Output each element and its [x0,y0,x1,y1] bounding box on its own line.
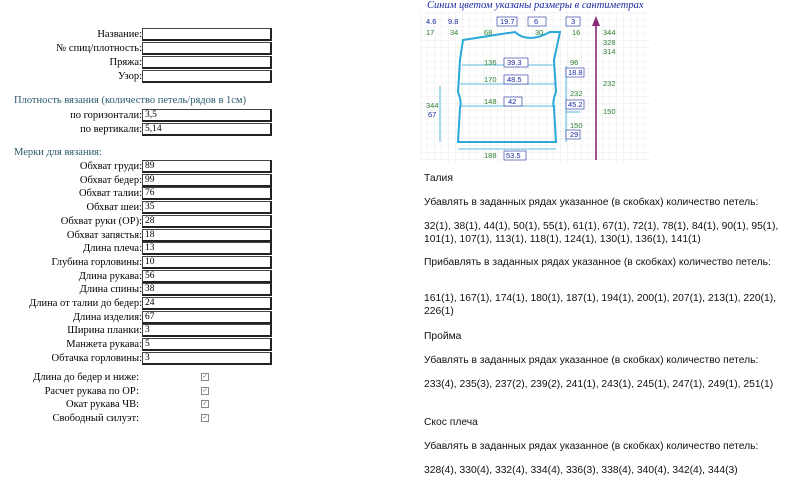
option-row [0,412,240,425]
instruction-text: 161(1), 167(1), 174(1), 180(1), 187(1), 194(1), 200(1), 207(1), 213(1), 220(1), 226(1) [424,293,776,317]
measure-label: Обхват бедер: [79,174,142,186]
lbl-top-46: 4.6 [426,17,437,26]
measure-label: Обхват запястья: [66,229,142,241]
name-input[interactable] [142,28,272,41]
measure-row [0,311,400,324]
lbl-r232: 232 [603,79,616,88]
lbl-l344: 344 [426,101,439,110]
measure-input[interactable]: 3 [142,352,272,365]
option-checkbox[interactable]: ✓ [202,373,208,380]
diagram-title: Синим цветом указаны размеры в сантиметрах [427,0,644,11]
lbl-top-197: 19.7 [500,17,515,26]
option-label: Окат рукава ЧВ: [66,399,139,411]
measure-label: Длина спины: [79,284,142,296]
measure-input[interactable]: 10 [142,256,272,269]
measure-label: Обтачка горловины: [51,352,142,364]
measure-row [0,352,400,365]
lbl-g34: 34 [450,28,459,37]
measure-input[interactable]: 28 [142,215,272,228]
lbl-b535: 53.5 [506,151,521,160]
option-row [0,385,240,398]
option-label: Свободный силуэт: [52,413,139,425]
density-h-label: по горизонтали: [70,110,142,121]
measure-input[interactable]: 13 [142,242,272,255]
measures-title: Мерки для вязания: [14,147,102,158]
measure-row [0,187,400,200]
lbl-g68: 68 [484,28,493,37]
lbl-top-98: 9.8 [448,17,459,26]
lbl-b485: 48.5 [507,75,522,84]
lbl-g16: 16 [572,28,581,37]
measure-row [0,256,400,269]
lbl-r314: 314 [603,47,616,56]
measure-label: Длина плеча: [82,243,142,255]
needles-row [0,42,400,55]
pattern-row [0,70,400,83]
measure-label: Глубина горловины: [51,256,142,268]
section-heading: Пройма [424,331,462,342]
lbl-g170: 170 [484,75,497,84]
lbl-g96: 96 [570,58,579,67]
lbl-g30: 30 [535,28,544,37]
density-v-row [0,123,400,136]
measure-row [0,174,400,187]
measure-row [0,338,400,351]
lbl-g136: 136 [484,58,497,67]
section-heading: Скос плеча [424,417,478,428]
measure-input[interactable]: 67 [142,311,272,324]
option-row [0,371,240,384]
option-checkbox[interactable]: ✓ [202,386,208,394]
measure-input[interactable]: 76 [142,187,272,200]
needles-input[interactable] [142,42,272,55]
yarn-label: Пряжа: [109,57,142,68]
lbl-r150: 150 [603,107,616,116]
lbl-g188: 188 [484,151,497,160]
measure-label: Обхват руки (ОР): [60,215,142,227]
measure-row [0,215,400,228]
measure-input[interactable]: 99 [142,174,272,187]
instruction-text: Убавлять в заданных рядах указанное (в скобках) количество петель: [424,441,759,452]
name-row [0,28,400,41]
measure-input[interactable]: 5 [142,338,272,351]
measure-row [0,229,400,242]
lbl-g17: 17 [426,28,435,37]
yarn-row [0,56,400,69]
measure-label: Длина от талии до бедер: [29,298,142,309]
density-h-input[interactable]: 3,5 [142,109,272,122]
density-h-row [0,109,400,122]
measure-label: Манжета рукава: [66,339,142,351]
option-checkbox[interactable]: ✓ [202,414,208,422]
name-label: Название: [97,29,142,40]
measure-row [0,297,400,310]
instruction-text: Убавлять в заданных рядах указанное (в скобках) количество петель: [424,197,759,208]
lbl-b393: 39.3 [507,58,522,67]
option-checkbox[interactable]: ✓ [202,400,208,408]
measure-input[interactable]: 3 [142,324,272,337]
garment-diagram [420,12,650,162]
measure-row [0,283,400,296]
lbl-g150a: 150 [570,121,583,130]
option-label: Длина до бедер и ниже: [33,372,139,383]
measure-label: Обхват груди: [79,161,142,172]
measure-input[interactable]: 38 [142,283,272,296]
measure-label: Обхват шеи: [86,202,142,214]
section-heading: Талия [424,173,453,184]
measure-input[interactable]: 24 [142,297,272,310]
measure-label: Ширина планки: [67,325,142,337]
lbl-b42: 42 [508,97,517,106]
lbl-b188a: 18.8 [568,68,583,77]
lbl-b29: 29 [570,130,579,139]
measure-label: Длина изделия: [72,311,142,323]
density-title: Плотность вязания (количество петель/рядов в 1см) [14,95,247,106]
lbl-r328: 328 [603,38,616,47]
measure-row [0,324,400,337]
measure-row [0,201,400,214]
instruction-text: 233(4), 235(3), 237(2), 239(2), 241(1), 243(1), 245(1), 247(1), 249(1), 251(1) [424,379,774,390]
yarn-input[interactable] [142,56,272,69]
measure-row [0,242,400,255]
instruction-text: 328(4), 330(4), 332(4), 334(4), 336(3), 338(4), 340(4), 342(4), 344(3) [424,465,738,476]
measure-label: Длина рукава: [78,270,142,282]
measure-label: Обхват талии: [78,188,142,200]
lbl-top-3: 3 [571,17,576,26]
instruction-text: Прибавлять в заданных рядах указанное (в скобках) количество петель: [424,257,771,268]
measure-row [0,160,400,173]
needles-label: № спиц/плотность: [56,43,142,54]
instruction-text: 32(1), 38(1), 44(1), 50(1), 55(1), 61(1), 67(1), 72(1), 78(1), 84(1), 90(1), 95(1), 101(1), 107(1), 113(1), 118(1), 124(1), 130(1), 136(1), 141(1) [424,221,779,245]
lbl-g148: 148 [484,97,497,106]
measure-input[interactable]: 18 [142,229,272,242]
measure-input[interactable]: 35 [142,201,272,214]
measure-input[interactable]: 89 [142,160,272,173]
pattern-panel [400,0,800,486]
lbl-r344: 344 [603,28,616,37]
lbl-l67: 67 [428,110,437,119]
lbl-top-6: 6 [534,17,539,26]
density-v-label: по вертикали: [80,124,142,135]
density-v-input[interactable]: 5,14 [142,123,272,136]
measure-row [0,270,400,283]
lbl-g232a: 232 [570,89,583,98]
measure-input[interactable]: 56 [142,270,272,283]
option-label: Расчет рукава по ОР: [44,385,139,397]
lbl-b452: 45.2 [568,100,583,109]
instruction-text: Убавлять в заданных рядах указанное (в скобках) количество петель: [424,355,759,366]
option-row [0,398,240,411]
pattern-input[interactable] [142,70,272,83]
pattern-label: Узор: [117,71,142,82]
